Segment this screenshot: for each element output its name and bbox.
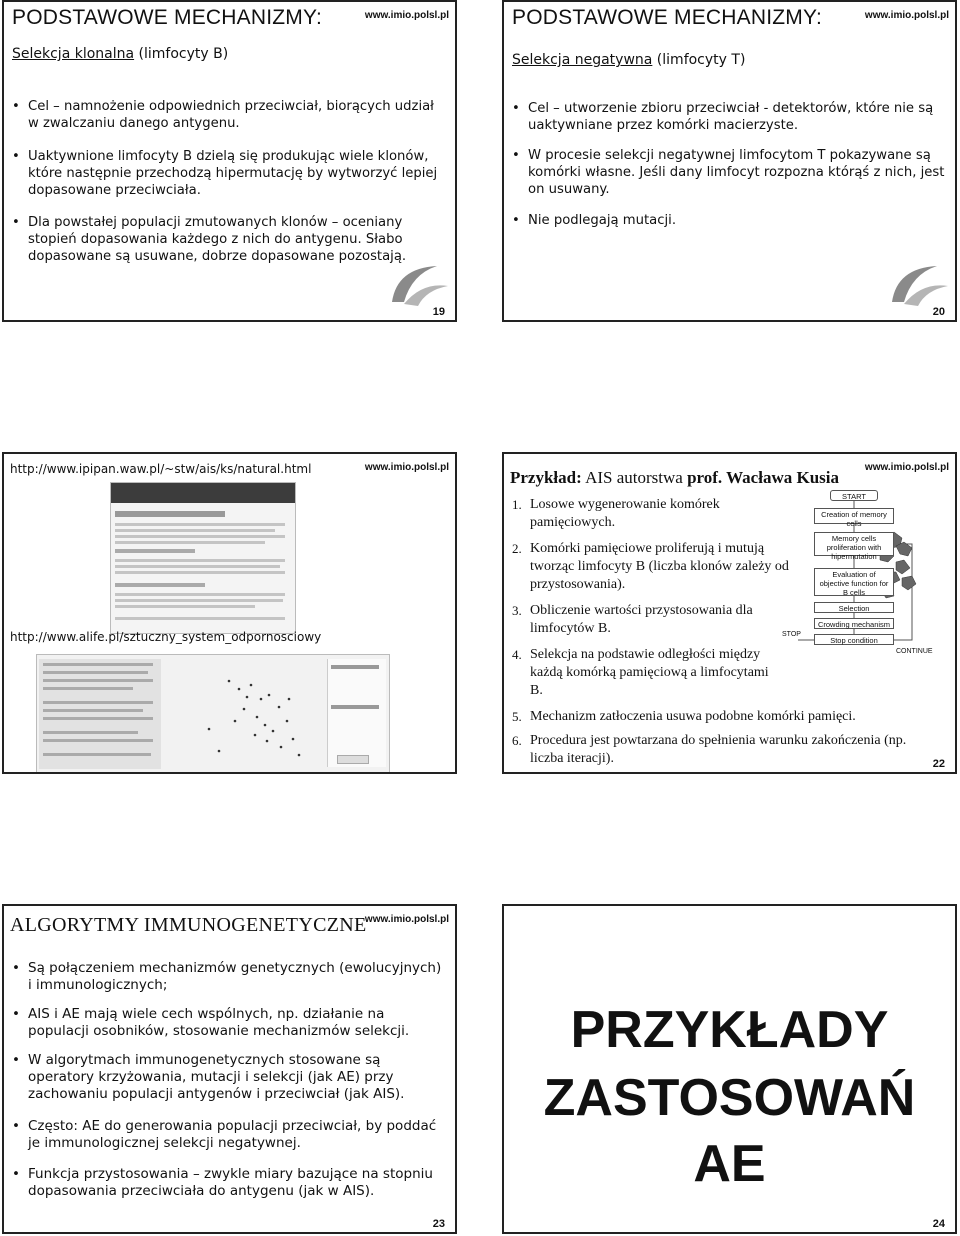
list-item	[512, 708, 952, 726]
page-number: 22	[932, 758, 945, 770]
flow-start: START	[830, 490, 878, 501]
subtitle-rest: (limfocyty B)	[134, 46, 229, 62]
bullet-item: • Funkcja przystosowania – zwykle miary bazujące na stopniu dopasowania przeciwciała do antygenu (jak w AIS).	[12, 1166, 447, 1200]
slide-21	[2, 452, 457, 774]
subtitle-rest: (limfocyty T)	[652, 52, 746, 68]
slide-title: PODSTAWOWE MECHANIZMY:	[12, 6, 323, 29]
flow-stop-label: STOP	[782, 631, 801, 638]
big-heading-line-2: ZASTOSOWAŃ	[543, 1069, 916, 1127]
webpage-screenshot-1	[110, 482, 296, 634]
webpage-screenshot-2	[36, 654, 390, 774]
slide-20	[502, 0, 957, 322]
title-bold-name: prof. Wacława Kusia	[687, 468, 839, 487]
site-url: www.imio.polsl.pl	[364, 914, 449, 925]
list-item	[512, 646, 777, 700]
list-item	[512, 732, 937, 768]
site-url: www.imio.polsl.pl	[364, 10, 449, 21]
title-bold-prefix: Przykład:	[510, 468, 582, 487]
slide-subtitle	[12, 46, 228, 62]
flow-crowding: Crowding mechanism	[814, 618, 894, 629]
bullet-item: • W procesie selekcji negatywnej limfocytom T pokazywane są komórki własne. Jeśli dany limfocyt rozpozna którąś z nich, jest on usuwany.	[512, 147, 947, 198]
site-url: www.imio.polsl.pl	[864, 10, 949, 21]
bullet-item: • Cel – namnożenie odpowiednich przeciwciał, biorących udział w zwalczaniu danego antygenu.	[12, 98, 447, 132]
bullet-item: • Często: AE do generowania populacji przeciwciał, by poddać je immunologicznej selekcji negatywnej.	[12, 1118, 447, 1152]
slide-title: PODSTAWOWE MECHANIZMY:	[512, 6, 823, 29]
page-number: 19	[432, 306, 445, 318]
slide-24	[502, 904, 957, 1234]
bullet-item: • W algorytmach immunogenetycznych stosowane są operatory krzyżowania, mutacji i selekcji (jak AE) przy zachowaniu populacji antygenów i przeciwciał (jak AIS).	[12, 1052, 447, 1103]
list-item	[512, 496, 782, 532]
slide-19	[2, 0, 457, 322]
swoosh-logo-icon	[882, 260, 952, 310]
bullet-item: • Są połączeniem mechanizmów genetycznych (ewolucyjnych) i immunologicznych;	[12, 960, 447, 994]
flow-proliferation: Memory cells proliferation with hipermutation	[814, 532, 894, 556]
big-heading-line-1: PRZYKŁADY	[570, 1001, 889, 1059]
item-number: 3.	[512, 603, 522, 618]
page-number: 24	[932, 1218, 945, 1230]
flowchart	[784, 488, 944, 668]
flow-selection: Selection	[814, 602, 894, 613]
page-number: 23	[432, 1218, 445, 1230]
link-alife[interactable]: http://www.alife.pl/sztuczny_system_odpornosciowy	[10, 630, 322, 644]
item-text: Procedura jest powtarzana do spełnienia warunku zakończenia (np. liczba iteracji).	[530, 733, 907, 766]
slide-22	[502, 452, 957, 774]
flow-evaluation: Evaluation of objective function for B cells	[814, 568, 894, 596]
link-natural[interactable]: http://www.ipipan.waw.pl/~stw/ais/ks/natural.html	[10, 462, 312, 476]
item-text: Losowe wygenerowanie komórek pamięciowych.	[530, 497, 720, 530]
item-text: Selekcja na podstawie odległości między każdą komórką pamięciową a limfocytami B.	[530, 647, 769, 698]
page-number: 20	[932, 306, 945, 318]
bullet-item: • Nie podlegają mutacji.	[512, 212, 947, 229]
item-text: Mechanizm zatłoczenia usuwa podobne komórki pamięci.	[530, 709, 856, 724]
list-item	[512, 540, 802, 594]
item-text: Komórki pamięciowe proliferują i mutują tworząc limfocyty B (liczba klonów zależy od przystosowania).	[530, 541, 789, 592]
list-item	[512, 602, 772, 638]
bullet-item: • Cel – utworzenie zbioru przeciwciał - detektorów, które nie są uaktywniane przez komórki macierzyste.	[512, 100, 947, 134]
big-heading-line-3: AE	[693, 1135, 766, 1193]
bullet-item: • Dla powstałej populacji zmutowanych klonów – oceniany stopień dopasowania każdego z nich do antygenu. Słabo dopasowane są usuwane, dobrze dopasowane pozostają.	[12, 214, 447, 265]
slide-subtitle	[512, 52, 745, 68]
item-text: Obliczenie wartości przystosowania dla limfocytów B.	[530, 603, 753, 636]
title-mid: AIS autorstwa	[581, 468, 688, 487]
flow-creation: Creation of memory cells	[814, 508, 894, 524]
subtitle-link[interactable]: Selekcja negatywna	[512, 52, 653, 68]
swoosh-logo-icon	[382, 260, 452, 310]
slide-title	[510, 468, 839, 488]
subtitle-link[interactable]: Selekcja klonalna	[12, 46, 135, 62]
item-number: 1.	[512, 497, 522, 512]
item-number: 2.	[512, 541, 522, 556]
item-number: 5.	[512, 709, 522, 724]
slide-title: ALGORYTMY IMMUNOGENETYCZNE	[10, 914, 367, 936]
flow-continue-label: CONTINUE	[896, 648, 933, 655]
flow-stop-condition: Stop condition	[814, 634, 894, 645]
slide-23	[2, 904, 457, 1234]
item-number: 6.	[512, 733, 522, 748]
bullet-item: • AIS i AE mają wiele cech wspólnych, np. działanie na populacji osobników, stosowanie mechanizmów selekcji.	[12, 1006, 447, 1040]
site-url: www.imio.polsl.pl	[864, 462, 949, 473]
item-number: 4.	[512, 647, 522, 662]
bullet-item: • Uaktywnione limfocyty B dzielą się produkując wiele klonów, które następnie przechodzą hipermutację by wytworzyć lepiej dopasowane przeciwciała.	[12, 148, 447, 199]
site-url: www.imio.polsl.pl	[364, 462, 449, 473]
